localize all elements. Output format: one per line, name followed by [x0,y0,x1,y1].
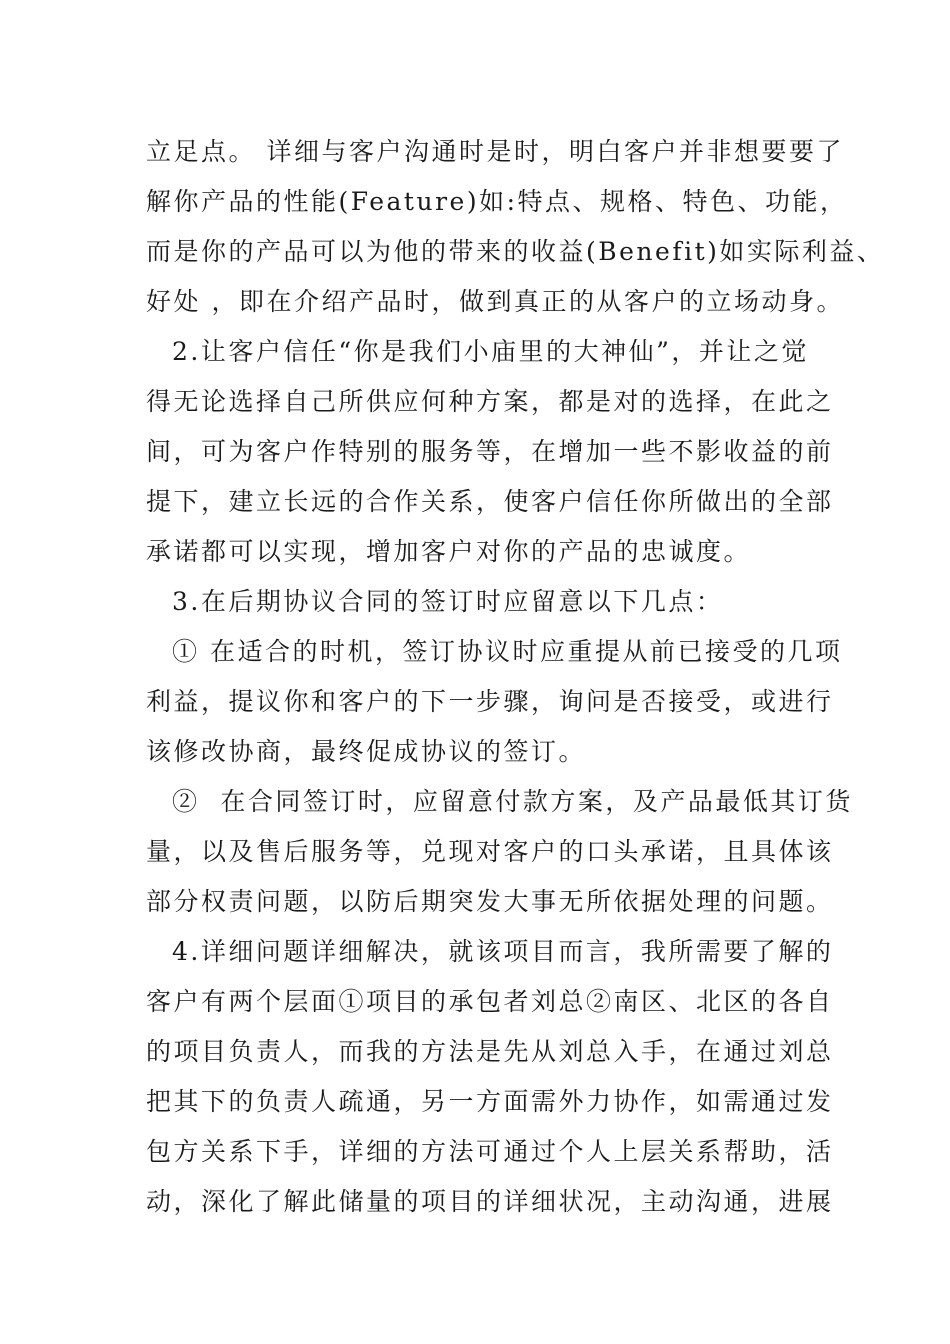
text-line: 3.在后期协议合同的签订时应留意以下几点： [172,587,724,616]
text-line: 得无论选择自己所供应何种方案，都是对的选择，在此之 [146,387,834,416]
text-line: 该修改协商，最终促成协议的签订。 [146,737,587,766]
text-line: ② 在合同签订时，应留意付款方案，及产品最低其订货 [172,787,853,816]
text-line: 4.详细问题详细解决，就该项目而言，我所需要了解的 [172,937,834,966]
text-line: 立足点。 详细与客户沟通时是时，明白客户并非想要要了 [146,137,844,166]
text-line: 动，深化了解此储量的项目的详细状况，主动沟通，进展 [146,1187,834,1216]
text-line: 承诺都可以实现，增加客户对你的产品的忠诚度。 [146,537,752,566]
text-line: 利益，提议你和客户的下一步骤，询问是否接受，或进行 [146,687,834,716]
text-line: 提下，建立长远的合作关系，使客户信任你所做出的全部 [146,487,834,516]
text-line: 而是你的产品可以为他的带来的收益(Benefit)如实际利益、 [146,237,885,266]
text-line: 的项目负责人，而我的方法是先从刘总入手，在通过刘总 [146,1037,834,1066]
text-line: 把其下的负责人疏通，另一方面需外力协作，如需通过发 [146,1087,834,1116]
text-line: 客户有两个层面①项目的承包者刘总②南区、北区的各自 [146,987,834,1016]
text-line: 量，以及售后服务等，兑现对客户的口头承诺，且具体该 [146,837,834,866]
document-body [146,127,885,1227]
text-line: 2.让客户信任“你是我们小庙里的大神仙”，并让之觉 [172,337,809,366]
text-line: 部分权责问题，以防后期突发大事无所依据处理的问题。 [146,887,834,916]
text-line: ① 在适合的时机，签订协议时应重提从前已接受的几项 [172,637,843,666]
text-line: 包方关系下手，详细的方法可通过个人上层关系帮助，活 [146,1137,834,1166]
text-line: 好处 ，即在介绍产品时，做到真正的从客户的立场动身。 [146,287,844,316]
text-line: 解你产品的性能(Feature)如:特点、规格、特色、功能， [146,187,848,216]
text-line: 间，可为客户作特别的服务等，在增加一些不影收益的前 [146,437,834,466]
